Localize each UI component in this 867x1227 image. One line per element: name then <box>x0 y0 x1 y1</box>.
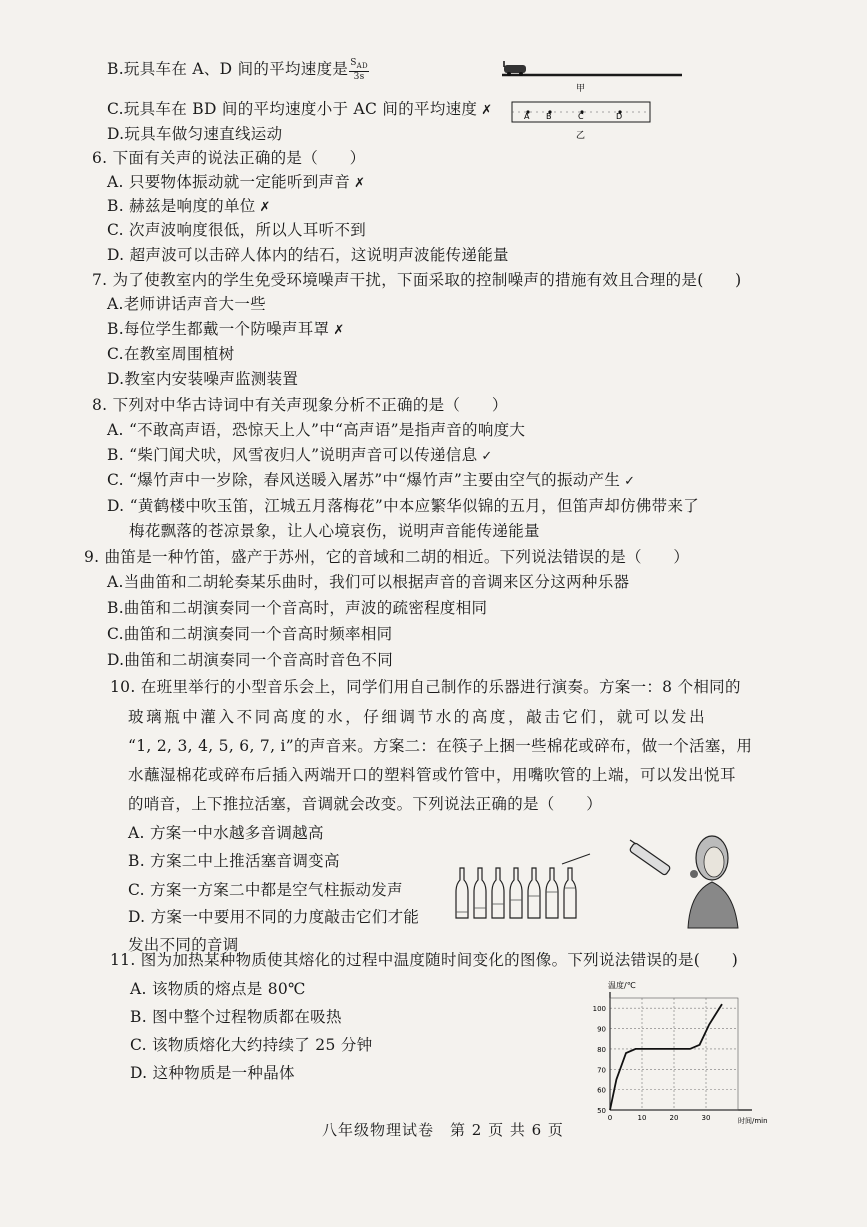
q10-figure <box>450 822 750 930</box>
q10-option-b: B. 方案二中上推活塞音调变高 <box>128 852 340 870</box>
handwritten-check-mark: ✓ <box>624 474 636 489</box>
chart-x-tick-label: 20 <box>669 1114 679 1122</box>
handwritten-cross-mark: ✗ <box>354 176 366 191</box>
q5-figure <box>500 55 690 145</box>
q10-option-d: D. 方案一中要用不同的力度敲击它们才能 <box>128 908 420 926</box>
option-text: B. “柴门闻犬吠，风雪夜归人”说明声音可以传递信息 <box>107 446 478 464</box>
q6-option-d: D. 超声波可以击碎人体内的结石，这说明声波能传递能量 <box>107 246 509 264</box>
melting-curve-chart <box>578 976 788 1131</box>
fraction-numerator: S <box>350 58 357 68</box>
q5-option-c <box>107 99 492 121</box>
q7-stem: 7. 为了使教室内的学生免受环境噪声干扰，下面采取的控制噪声的措施有效且合理的是( ) <box>92 271 742 289</box>
q10-option-a: A. 方案一中水越多音调越高 <box>128 824 324 842</box>
q5-option-b-fraction <box>349 58 369 82</box>
q9-stem: 9. 曲笛是一种竹笛，盛产于苏州，它的音域和二胡的相近。下列说法错误的是（ ） <box>84 548 690 566</box>
q9-option-c: C.曲笛和二胡演奏同一个音高时频率相同 <box>107 625 393 643</box>
q6-option-c: C. 次声波响度很低，所以人耳听不到 <box>107 221 367 239</box>
q5-option-c-text: C.玩具车在 BD 间的平均速度小于 AC 间的平均速度 <box>107 100 478 118</box>
q11-stem: 11. 图为加热某种物质使其熔化的过程中温度随时间变化的图像。下列说法错误的是( ) <box>110 951 739 969</box>
q8-option-d: D. “黄鹤楼中吹玉笛，江城五月落梅花”中本应繁华似锦的五月，但笛声却仿佛带来了 <box>107 497 700 515</box>
q5-option-b <box>107 58 369 82</box>
chart-y-tick-label: 100 <box>592 1005 606 1014</box>
chart-x-tick-label: 0 <box>607 1114 613 1122</box>
figure-label-bottom: 乙 <box>576 131 586 141</box>
option-text: B. 赫兹是响度的单位 <box>107 197 256 215</box>
glass-bottles-icon <box>456 868 576 918</box>
chart-y-tick-label: 60 <box>597 1086 606 1095</box>
person-blowing-icon <box>688 836 738 928</box>
q8-option-a: A. “不敢高声语，恐惊天上人”中“高声语”是指声音的响度大 <box>107 421 526 439</box>
q11-option-a: A. 该物质的熔点是 80℃ <box>130 980 306 998</box>
handwritten-cross-mark: ✗ <box>259 200 271 215</box>
chart-x-tick-label: 10 <box>637 1114 647 1122</box>
chart-x-axis-label: 时间/min <box>738 1117 768 1125</box>
chart-y-tick-label: 70 <box>597 1066 606 1075</box>
q8-option-c <box>107 470 635 492</box>
chart-x-tick-label: 30 <box>701 1114 711 1122</box>
q10-stem-line-2: 玻璃瓶中灌入不同高度的水，仔细调节水的高度，敲击它们，就可以发出 <box>128 708 708 726</box>
fraction-numerator-sub: AD <box>356 61 368 70</box>
tape-point-a: A <box>524 112 530 121</box>
chart-grid <box>610 998 738 1110</box>
chart-y-tick-label: 80 <box>597 1045 606 1054</box>
q5-option-b-text: B.玩具车在 A、D 间的平均速度是 <box>107 59 349 78</box>
option-text: A. 只要物体振动就一定能听到声音 <box>107 173 351 191</box>
handwritten-cross-mark: ✗ <box>481 103 493 118</box>
q5-option-d: D.玩具车做匀速直线运动 <box>107 125 283 143</box>
q10-option-d-cont: 发出不同的音调 <box>128 936 239 954</box>
figure-label-top: 甲 <box>576 84 586 94</box>
plastic-tube-whistle-icon <box>629 840 671 876</box>
chart-y-axis-label: 温度/℃ <box>608 981 636 990</box>
q7-option-b <box>107 319 345 341</box>
tape-point-b: B <box>546 112 552 121</box>
q10-stem-line-5: 的哨音，上下推拉活塞，音调就会改变。下列说法正确的是（ ） <box>128 795 603 813</box>
q10-option-c: C. 方案一方案二中都是空气柱振动发声 <box>128 881 403 899</box>
q9-option-a: A.当曲笛和二胡轮奏某乐曲时，我们可以根据声音的音调来区分这两种乐器 <box>107 573 630 591</box>
q10-stem-line-4: 水蘸湿棉花或碎布后插入两端开口的塑料管或竹管中，用嘴吹管的上端，可以发出悦耳 <box>128 766 737 784</box>
q6-option-b <box>107 196 271 218</box>
q6-stem: 6. 下面有关声的说法正确的是（ ） <box>92 149 366 167</box>
q9-option-b: B.曲笛和二胡演奏同一个音高时，声波的疏密程度相同 <box>107 599 488 617</box>
q6-option-a <box>107 172 365 194</box>
q7-option-d: D.教室内安装噪声监测装置 <box>107 370 299 388</box>
fraction-denominator: 3s <box>353 71 365 82</box>
q10-stem-line-1: 10. 在班里举行的小型音乐会上，同学们用自己制作的乐器进行演奏。方案一：8 个相同的 <box>110 678 741 696</box>
q8-stem: 8. 下列对中华古诗词中有关声现象分析不正确的是（ ） <box>92 396 508 414</box>
chopstick-stroke <box>562 854 590 864</box>
q8-option-d-cont: 梅花飘落的苍凉景象，让人心境哀伤，说明声音能传递能量 <box>129 522 540 540</box>
q7-option-c: C.在教室周围植树 <box>107 345 235 363</box>
chart-series-line <box>610 1004 722 1110</box>
chart-y-tick-label: 50 <box>597 1107 606 1115</box>
option-text: C. “爆竹声中一岁除，春风送暖入屠苏”中“爆竹声”主要由空气的振动产生 <box>107 471 621 489</box>
q11-option-d: D. 这种物质是一种晶体 <box>130 1064 295 1082</box>
q11-option-c: C. 该物质熔化大约持续了 25 分钟 <box>130 1036 373 1054</box>
handwritten-cross-mark: ✗ <box>333 323 345 338</box>
q9-option-d: D.曲笛和二胡演奏同一个音高时音色不同 <box>107 651 394 669</box>
option-text: B.每位学生都戴一个防噪声耳罩 <box>107 320 330 338</box>
handwritten-check-mark: ✓ <box>481 449 493 464</box>
q8-option-b <box>107 445 493 467</box>
chart-y-tick-label: 90 <box>597 1025 606 1034</box>
tape-point-c: C <box>578 112 584 121</box>
q7-option-a: A.老师讲话声音大一些 <box>107 295 266 313</box>
q11-option-b: B. 图中整个过程物质都在吸热 <box>130 1008 342 1026</box>
tape-point-d: D <box>616 112 623 121</box>
page-footer: 八年级物理试卷 第 2 页 共 6 页 <box>322 1121 564 1139</box>
q10-stem-line-3: “1, 2, 3, 4, 5, 6, 7, i”的声音来。方案二：在筷子上捆一些棉花或碎布，做一个活塞，用 <box>128 737 753 755</box>
